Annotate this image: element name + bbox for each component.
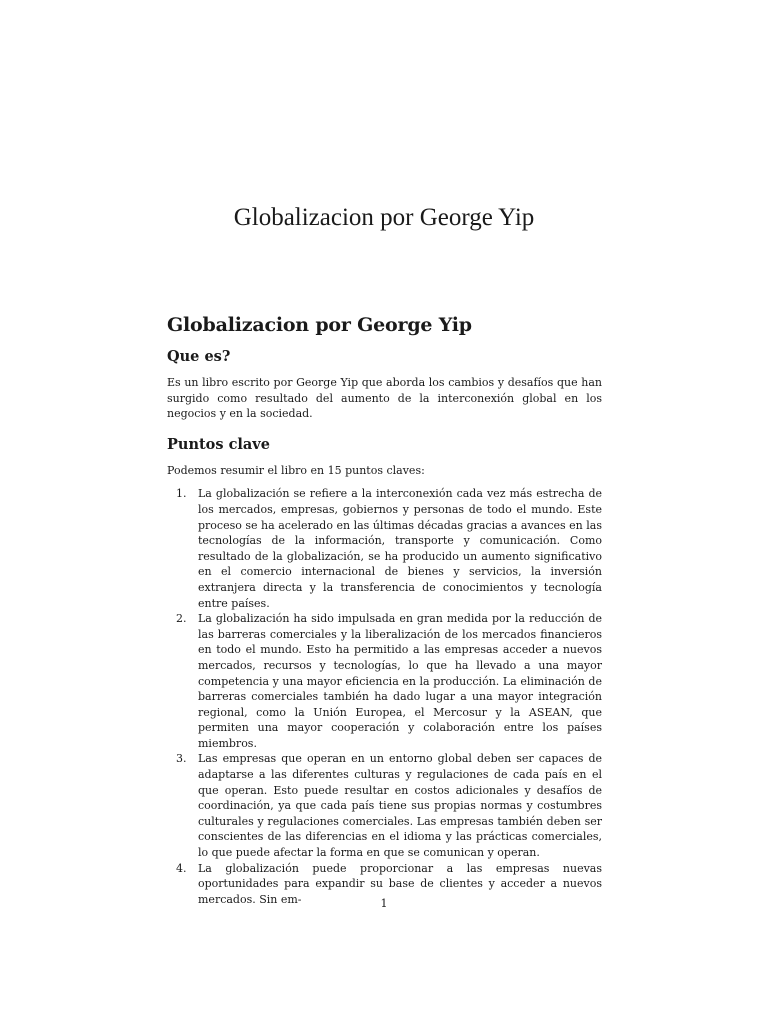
section-title: Globalizacion por George Yip bbox=[167, 314, 472, 336]
document-body bbox=[167, 314, 602, 907]
page-number: 1 bbox=[380, 897, 388, 910]
puntos-intro-paragraph: Podemos resumir el libro en 15 puntos claves: bbox=[167, 463, 425, 477]
key-points-list bbox=[167, 486, 602, 907]
list-item-number: 4. bbox=[176, 861, 187, 875]
subsection-title-que-es: Que es? bbox=[167, 348, 231, 365]
list-item-text: Las empresas que operan en un entorno global deben ser capaces de adaptarse a las diferentes culturas y regulaciones de cada país en el que operan. Esto puede resultar en costos adicionales y desafíos de coordinación, ya que cada país tiene sus propias normas y costumbres culturales y regulaciones comerciales. Las empresas también deben ser conscientes de las diferencias en el idioma y las prácticas comerciales, lo que puede afectar la forma en que se comunican y operan. bbox=[198, 752, 602, 860]
list-item-number: 3. bbox=[176, 752, 187, 766]
que-es-paragraph: Es un libro escrito por George Yip que aborda los cambios y desafíos que han surgido como resultado del aumento de la interconexión global en los negocios y en la sociedad. bbox=[167, 376, 602, 421]
document-title: Globalizacion por George Yip bbox=[233, 204, 535, 231]
list-item-text: La globalización ha sido impulsada en gran medida por la reducción de las barreras comerciales y la liberalización de los mercados financieros en todo el mundo. Esto ha permitido a las empresas acceder a nuevos mercados, recursos y tecnologías, lo que ha llevado a una mayor competencia y una mayor eficiencia en la producción. La eliminación de barreras comerciales también ha dado lugar a una mayor integración regional, como la Unión Europea, el Mercosur y la ASEAN, que permiten una mayor cooperación y colaboración entre los países miembros. bbox=[198, 612, 602, 750]
list-item bbox=[167, 611, 602, 751]
list-item-text: La globalización puede proporcionar a las empresas nuevas oportunidades para expandir su base de clientes y acceder a nuevos mercados. Sin em- bbox=[198, 861, 602, 906]
list-item bbox=[167, 486, 602, 611]
list-item bbox=[167, 751, 602, 860]
list-item-number: 2. bbox=[176, 612, 187, 626]
list-item-number: 1. bbox=[176, 487, 187, 501]
list-item-text: La globalización se refiere a la interconexión cada vez más estrecha de los mercados, empresas, gobiernos y personas de todo el mundo. Este proceso se ha acelerado en las últimas décadas gracias a avances en las tecnologías de la información, transporte y comunicación. Como resultado de la globalización, se ha producido un aumento significativo en el comercio internacional de bienes y servicios, la inversión extranjera directa y la transferencia de conocimientos y tecnología entre países. bbox=[198, 487, 602, 610]
subsection-title-puntos-clave: Puntos clave bbox=[167, 435, 270, 453]
